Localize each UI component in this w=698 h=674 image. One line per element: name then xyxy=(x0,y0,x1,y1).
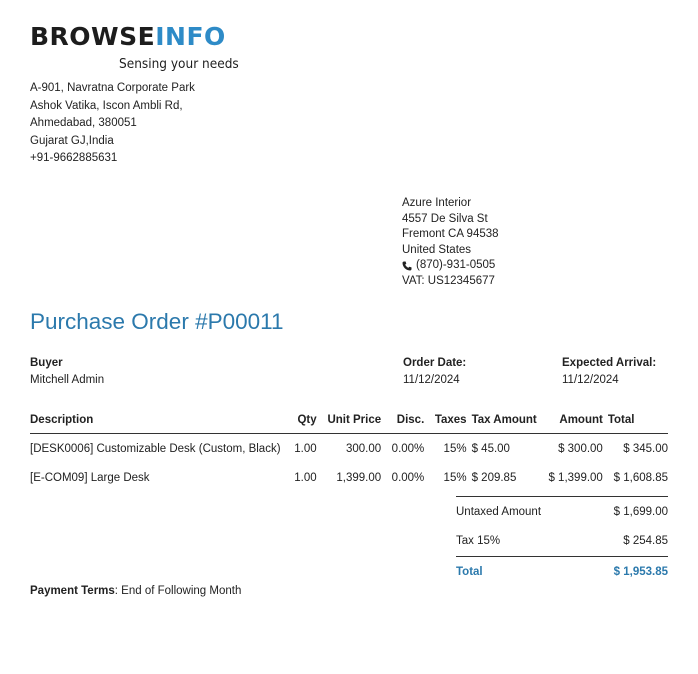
grand-total-label: Total xyxy=(456,565,483,578)
order-date-value: 11/12/2024 xyxy=(403,374,460,386)
tax-label: Tax 15% xyxy=(456,535,501,548)
order-lines-table xyxy=(30,410,668,492)
expected-arrival-value: 11/12/2024 xyxy=(562,374,619,386)
column-header-description: Description xyxy=(30,410,289,434)
vendor-phone-row xyxy=(402,258,499,274)
cell-amount: $ 300.00 xyxy=(558,442,603,455)
logo-part-browse: BROWSE xyxy=(30,22,156,51)
vendor-phone: (870)-931-0505 xyxy=(416,259,496,272)
grand-total-value: $ 1,953.85 xyxy=(613,565,668,578)
vendor-country: United States xyxy=(402,243,472,256)
company-phone: +91-9662885631 xyxy=(30,152,118,164)
company-address-line: Ahmedabad, 380051 xyxy=(30,117,137,129)
company-address-line: A-901, Navratna Corporate Park xyxy=(30,82,195,94)
cell-discount: 0.00% xyxy=(391,471,425,484)
cell-unit-price: 1,399.00 xyxy=(336,471,382,484)
cell-total: $ 345.00 xyxy=(623,442,668,455)
phone-icon xyxy=(402,261,412,271)
order-date-label: Order Date: xyxy=(403,357,467,369)
table-row xyxy=(30,463,668,492)
column-header-discount: Disc. xyxy=(386,410,429,434)
vendor-street: 4557 De Silva St xyxy=(402,212,488,225)
cell-taxes: 15% xyxy=(443,442,467,455)
logo-part-info: INFO xyxy=(155,22,226,51)
logo-wordmark xyxy=(30,22,226,52)
untaxed-amount-value: $ 1,699.00 xyxy=(613,505,668,518)
payment-terms-value: : End of Following Month xyxy=(114,585,242,597)
cell-taxes: 15% xyxy=(443,471,467,484)
cell-unit-price: 300.00 xyxy=(345,442,382,455)
vendor-address xyxy=(402,196,499,290)
cell-qty: 1.00 xyxy=(294,442,317,455)
document-title: Purchase Order #P00011 xyxy=(30,309,284,334)
tax-value: $ 254.85 xyxy=(623,535,668,548)
totals-summary xyxy=(456,496,668,587)
expected-arrival-block xyxy=(562,355,656,389)
order-date-block xyxy=(403,355,466,389)
untaxed-amount-label: Untaxed Amount xyxy=(456,505,542,518)
tax-row xyxy=(456,527,668,557)
vendor-name: Azure Interior xyxy=(402,197,472,209)
column-header-unit-price: Unit Price xyxy=(322,410,387,434)
company-address-line: Ashok Vatika, Iscon Ambli Rd, xyxy=(30,99,183,112)
company-address xyxy=(30,80,195,168)
column-header-taxes: Taxes xyxy=(429,410,471,434)
column-header-amount: Amount xyxy=(543,410,608,434)
buyer-label: Buyer xyxy=(30,357,63,369)
payment-terms xyxy=(30,585,241,597)
column-header-total: Total xyxy=(608,410,668,434)
cell-tax-amount: $ 209.85 xyxy=(471,471,517,484)
cell-amount: $ 1,399.00 xyxy=(548,471,603,484)
cell-discount: 0.00% xyxy=(391,442,425,455)
table-header-row xyxy=(30,410,668,434)
cell-total: $ 1,608.85 xyxy=(613,471,668,484)
buyer-value: Mitchell Admin xyxy=(30,374,105,386)
logo-tagline: Sensing your needs xyxy=(119,56,239,72)
cell-tax-amount: $ 45.00 xyxy=(471,442,510,455)
cell-qty: 1.00 xyxy=(294,471,317,484)
cell-description: [DESK0006] Customizable Desk (Custom, Black) xyxy=(30,442,281,455)
vendor-city: Fremont CA 94538 xyxy=(402,228,499,241)
payment-terms-label: Payment Terms xyxy=(30,585,115,597)
column-header-qty: Qty xyxy=(289,410,322,434)
company-logo xyxy=(30,22,239,72)
company-address-line: Gujarat GJ,India xyxy=(30,134,114,147)
grand-total-row xyxy=(456,556,668,587)
cell-description: [E-COM09] Large Desk xyxy=(30,471,150,484)
buyer-block xyxy=(30,355,104,389)
vendor-vat: VAT: US12345677 xyxy=(402,274,495,287)
column-header-tax-amount: Tax Amount xyxy=(472,410,543,434)
table-row xyxy=(30,434,668,464)
untaxed-amount-row xyxy=(456,497,668,527)
expected-arrival-label: Expected Arrival: xyxy=(562,357,657,369)
